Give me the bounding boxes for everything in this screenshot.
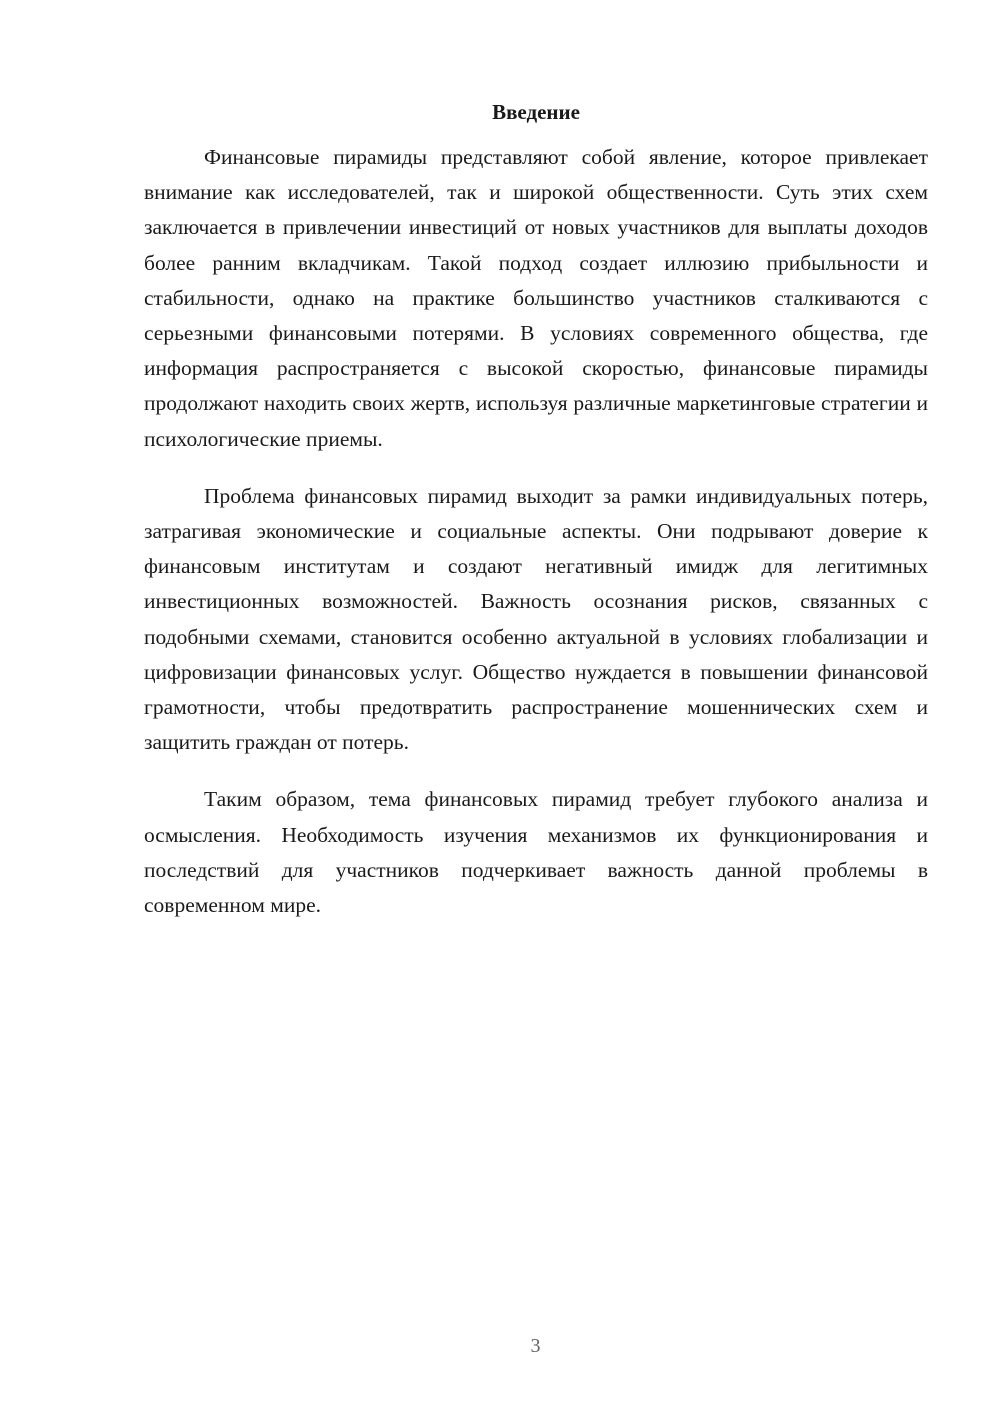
section-heading: Введение: [492, 100, 580, 124]
page-content: [144, 96, 928, 923]
page-number: 3: [530, 1335, 541, 1357]
paragraph-1: Финансовые пирамиды представляют собой явление, которое привлекает внимание как исследователей, так и широкой общественности. Суть этих схем заключается в привлечении инвестиций от новых участников для выплаты доходов более ранним вкладчикам. Такой подход создает иллюзию прибыльности и стабильности, однако на практике большинство участников сталкиваются с серьезными финансовыми потерями. В условиях современного общества, где информация распространяется с высокой скоростью, финансовые пирамиды продолжают находить своих жертв, используя различные маркетинговые стратегии и психологические приемы.: [144, 145, 928, 451]
paragraph-3: Таким образом, тема финансовых пирамид требует глубокого анализа и осмысления. Необходимость изучения механизмов их функционирования и последствий для участников подчеркивает важность данной проблемы в современном мире.: [144, 787, 928, 918]
paragraph-2: Проблема финансовых пирамид выходит за рамки индивидуальных потерь, затрагивая экономические и социальные аспекты. Они подрывают доверие к финансовым институтам и создают негативный имидж для легитимных инвестиционных возможностей. Важность осознания рисков, связанных с подобными схемами, становится особенно актуальной в условиях глобализации и цифровизации финансовых услуг. Общество нуждается в повышении финансовой грамотности, чтобы предотвратить распространение мошеннических схем и защитить граждан от потерь.: [144, 483, 928, 755]
